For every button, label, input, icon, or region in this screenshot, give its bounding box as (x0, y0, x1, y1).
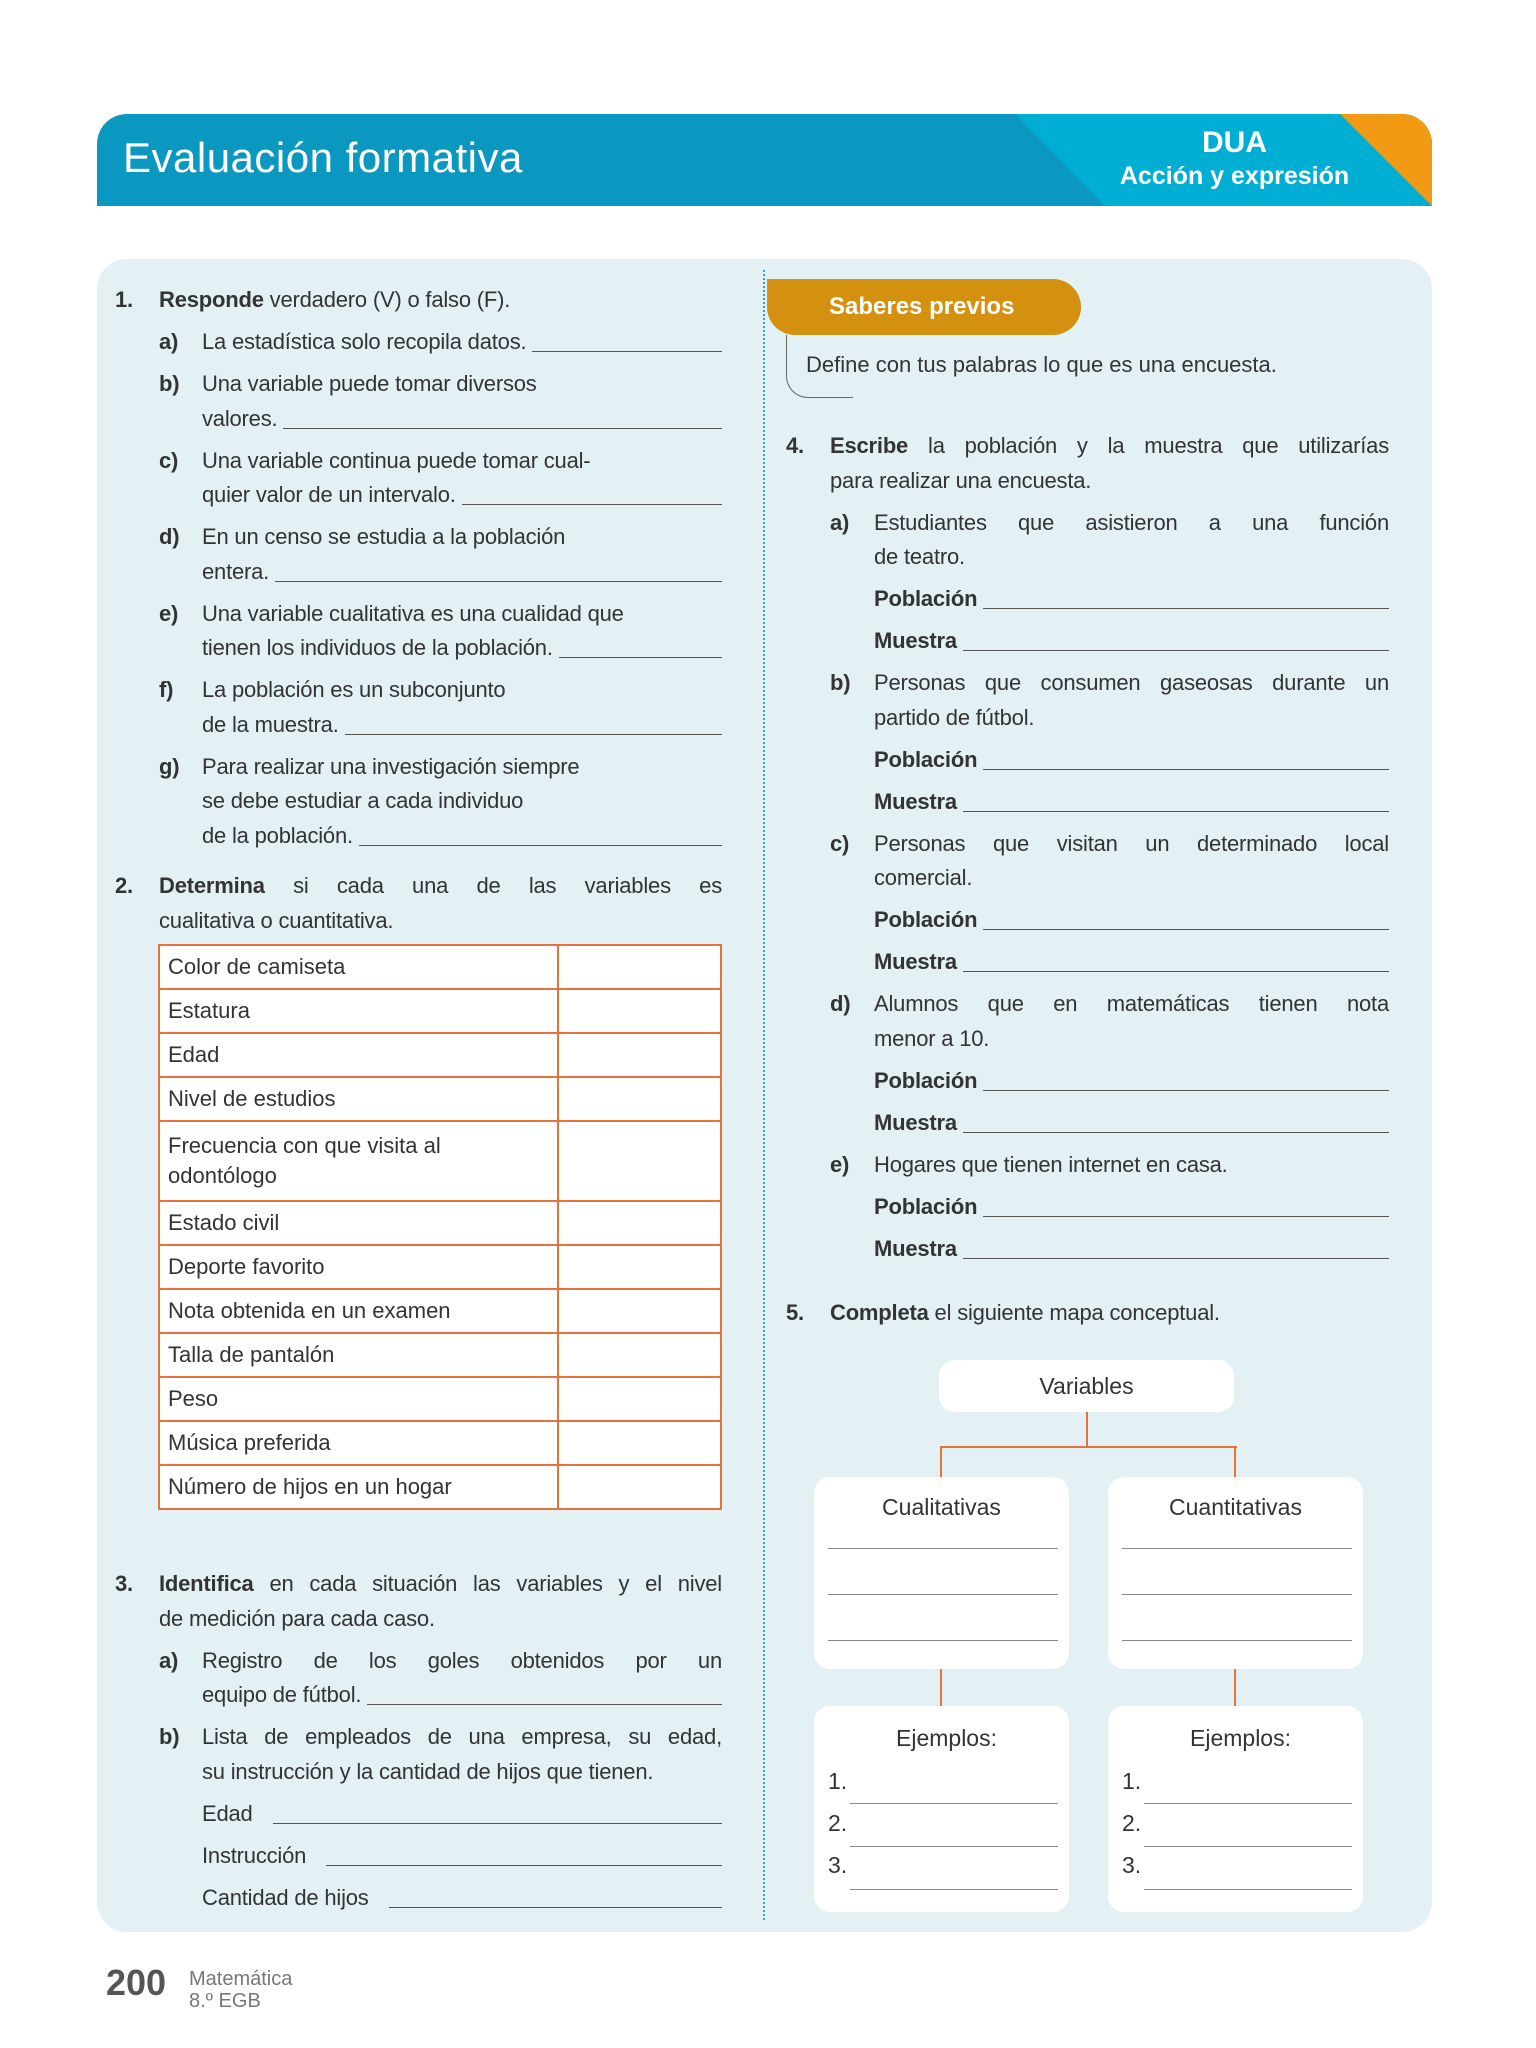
item-line (786, 1148, 1389, 1183)
grade-level: 8.º EGB (189, 1990, 261, 2012)
item-line (786, 827, 1389, 862)
question-text-part: para realizar una encuesta. (830, 467, 1092, 493)
table-row (159, 1077, 721, 1121)
branch-box: Cuantitativas (1108, 1477, 1363, 1669)
muestra-blank[interactable] (963, 785, 1389, 812)
item-text: Estudiantes que asistieron a una función (874, 509, 1389, 535)
variable-name: Peso (159, 1377, 558, 1421)
variable-name: Estatura (159, 989, 558, 1033)
question-4 (786, 429, 1389, 1266)
poblacion-blank[interactable] (983, 582, 1389, 609)
question-text (830, 464, 1091, 499)
classification-cell[interactable] (558, 989, 721, 1033)
question-1 (115, 283, 722, 853)
item-line (115, 750, 722, 785)
item-line (786, 861, 1389, 896)
variable-name: Frecuencia con que visita al odontólogo (159, 1121, 558, 1201)
question-verb: Completa (830, 1300, 929, 1325)
item-line (115, 478, 722, 513)
table-row (159, 1465, 721, 1509)
variables-table (158, 944, 722, 1510)
classification-cell[interactable] (558, 1033, 721, 1077)
item-text: Registro de los goles obtenidos por un (202, 1647, 722, 1673)
item-text: Una variable continua puede tomar cual- (202, 447, 591, 473)
item-letter: a) (830, 509, 850, 535)
subject-name: Matemática (189, 1968, 293, 1990)
classification-cell[interactable] (558, 945, 721, 989)
question-3 (115, 1567, 722, 1915)
item-letter: a) (159, 329, 179, 354)
item-text: menor a 10. (874, 1025, 990, 1051)
item-line (115, 367, 722, 402)
item-letter: e) (830, 1151, 850, 1177)
table-row (159, 989, 721, 1033)
example-number: 3. (828, 1852, 848, 1878)
question-number: 2. (115, 873, 133, 898)
examples-title: Ejemplos: (896, 1725, 997, 1751)
poblacion-blank[interactable] (983, 1190, 1389, 1217)
answer-row (115, 1797, 722, 1832)
example-answer-line[interactable] (850, 1889, 1058, 1890)
branch-answer-line[interactable] (1122, 1548, 1352, 1549)
page-header (97, 114, 1432, 206)
item-text: Una variable cualitativa es una cualidad que (202, 600, 624, 626)
answer-label: Población (874, 1193, 978, 1219)
item-text: de teatro. (874, 544, 965, 569)
heading-line (115, 1567, 722, 1602)
item-text: Para realizar una investigación siempre (202, 753, 580, 779)
item-line (115, 631, 722, 666)
classification-cell[interactable] (558, 1201, 721, 1245)
question-verb: Responde (159, 287, 264, 312)
question-verb: Identifica (159, 1571, 254, 1596)
answer-blank[interactable] (326, 1839, 722, 1866)
variable-name: Nota obtenida en un examen (159, 1289, 558, 1333)
answer-label: Muestra (874, 949, 957, 974)
item-text: Una variable puede tomar diversos (202, 371, 537, 396)
example-answer-line[interactable] (850, 1803, 1058, 1804)
answer-label: Población (874, 1067, 978, 1093)
item-letter: e) (159, 600, 179, 626)
item-line (115, 1678, 722, 1713)
heading-line (786, 429, 1389, 464)
connector (1234, 1669, 1236, 1706)
item-line (115, 597, 722, 632)
item-text: su instrucción y la cantidad de hijos que tienen. (202, 1758, 654, 1784)
question-2 (115, 869, 722, 938)
item-text: Personas que visitan un determinado local (874, 830, 1389, 856)
table-row (159, 1121, 721, 1201)
question-number: 4. (786, 433, 804, 458)
item-line (115, 708, 722, 743)
question-text (830, 429, 1389, 464)
variable-name: Edad (159, 1033, 558, 1077)
item-text: valores. (202, 405, 278, 431)
heading-line (115, 904, 722, 939)
item-line (786, 1022, 1389, 1057)
answer-blank[interactable] (462, 478, 722, 505)
classification-cell[interactable] (558, 1465, 721, 1509)
item-letter: g) (159, 753, 180, 779)
table-row (159, 1033, 721, 1077)
field-label: Edad (202, 1800, 253, 1826)
poblacion-blank[interactable] (983, 903, 1389, 930)
classification-cell[interactable] (558, 1377, 721, 1421)
connector (1086, 1412, 1088, 1447)
saberes-prompt: Define con tus palabras lo que es una encuesta. (806, 352, 1277, 377)
connector (940, 1446, 1237, 1448)
muestra-blank[interactable] (963, 945, 1389, 972)
answer-label: Muestra (874, 1235, 957, 1261)
question-number: 3. (115, 1571, 133, 1596)
item-line (115, 784, 722, 819)
answer-row (786, 945, 1389, 980)
table-row (159, 1333, 721, 1377)
answer-row (115, 1839, 722, 1874)
item-letter: b) (830, 670, 851, 695)
answer-row (786, 1064, 1389, 1099)
example-number: 2. (1122, 1810, 1142, 1836)
muestra-blank[interactable] (963, 1106, 1389, 1133)
item-text: equipo de fútbol. (202, 1682, 362, 1707)
item-line (786, 506, 1389, 541)
question-text-part: verdadero (V) o falso (F). (263, 287, 511, 312)
item-line (115, 673, 722, 708)
question-5 (786, 1296, 1389, 1331)
item-text: Personas que consumen gaseosas durante un (874, 670, 1389, 695)
question-text (159, 1602, 435, 1637)
map-root-box: Variables (939, 1360, 1234, 1412)
item-text: La población es un subconjunto (202, 677, 506, 702)
item-line (115, 819, 722, 854)
answer-row (115, 1881, 722, 1916)
dua-subtitle: Acción y expresión (1119, 162, 1350, 190)
answer-label: Muestra (874, 628, 957, 653)
classification-cell[interactable] (558, 1421, 721, 1465)
answer-row (786, 785, 1389, 820)
field-label: Cantidad de hijos (202, 1884, 369, 1910)
muestra-blank[interactable] (963, 1232, 1389, 1259)
item-line (115, 402, 722, 437)
heading-line (786, 464, 1389, 499)
answer-blank[interactable] (359, 819, 722, 846)
classification-cell[interactable] (558, 1333, 721, 1377)
poblacion-blank[interactable] (983, 743, 1389, 770)
examples-title: Ejemplos: (1190, 1725, 1291, 1751)
item-line (115, 1644, 722, 1679)
question-text (159, 283, 510, 318)
connector (940, 1669, 942, 1706)
example-answer-line[interactable] (850, 1846, 1058, 1847)
variable-name: Deporte favorito (159, 1245, 558, 1289)
field-label: Instrucción (202, 1842, 307, 1868)
question-verb: Determina (159, 873, 265, 898)
example-answer-line[interactable] (1144, 1803, 1352, 1804)
answer-label: Población (874, 586, 978, 611)
answer-label: Población (874, 907, 978, 932)
question-text-part: de medición para cada caso. (159, 1605, 435, 1631)
column-divider (763, 270, 765, 1920)
item-text: tienen los individuos de la población. (202, 635, 553, 660)
variable-name: Nivel de estudios (159, 1077, 558, 1121)
answer-row (786, 582, 1389, 617)
table-row (159, 1245, 721, 1289)
variable-name: Talla de pantalón (159, 1333, 558, 1377)
item-line (115, 1720, 722, 1755)
footer-subject (189, 1968, 292, 2012)
connector (1234, 1446, 1236, 1477)
item-letter: a) (159, 1647, 179, 1673)
item-line (115, 1755, 722, 1790)
question-text: el siguiente mapa conceptual. (928, 1300, 1220, 1325)
item-line (786, 701, 1389, 736)
example-number: 1. (828, 1768, 848, 1794)
table-row (159, 1421, 721, 1465)
answer-blank[interactable] (273, 1797, 722, 1824)
item-letter: c) (159, 447, 179, 473)
item-text: entera. (202, 558, 270, 584)
answer-blank[interactable] (367, 1678, 722, 1705)
item-text: quier valor de un intervalo. (202, 482, 456, 507)
branch-answer-line[interactable] (1122, 1640, 1352, 1641)
item-line (115, 520, 722, 555)
answer-blank[interactable] (389, 1881, 722, 1908)
question-text-part: si cada una de las variables es (264, 873, 722, 898)
branch-answer-line[interactable] (828, 1594, 1058, 1595)
question-text (159, 869, 722, 904)
variable-name: Estado civil (159, 1201, 558, 1245)
item-text: La estadística solo recopila datos. (202, 329, 527, 354)
classification-cell[interactable] (558, 1077, 721, 1121)
table-row (159, 1289, 721, 1333)
example-number: 2. (828, 1810, 848, 1836)
page-number: 200 (106, 1962, 167, 2003)
item-line (115, 444, 722, 479)
question-verb: Escribe (830, 433, 909, 458)
answer-row (786, 624, 1389, 659)
question-number: 1. (115, 287, 133, 312)
answer-row (786, 743, 1389, 778)
muestra-blank[interactable] (963, 624, 1389, 651)
item-text: se debe estudiar a cada individuo (202, 788, 524, 813)
item-line (786, 666, 1389, 701)
item-line (115, 325, 722, 360)
answer-label: Muestra (874, 1109, 957, 1135)
classification-cell[interactable] (558, 1245, 721, 1289)
answer-blank[interactable] (345, 708, 722, 735)
item-text: partido de fútbol. (874, 704, 1035, 730)
answer-row (786, 1190, 1389, 1225)
heading-line (115, 283, 722, 318)
branch-answer-line[interactable] (1122, 1594, 1352, 1595)
item-letter: d) (830, 991, 851, 1016)
item-text: Alumnos que en matemáticas tienen nota (874, 991, 1389, 1016)
table-row (159, 1377, 721, 1421)
example-answer-line[interactable] (1144, 1889, 1352, 1890)
question-text (159, 1567, 722, 1602)
variable-name: Número de hijos en un hogar (159, 1465, 558, 1509)
variable-name: Color de camiseta (159, 945, 558, 989)
answer-blank[interactable] (275, 555, 722, 582)
example-number: 1. (1122, 1768, 1142, 1794)
item-text: de la población. (202, 822, 353, 848)
question-text (159, 904, 393, 939)
answer-blank[interactable] (532, 325, 722, 352)
item-letter: b) (159, 371, 180, 396)
dua-title: DUA (1202, 126, 1267, 159)
table-row (159, 945, 721, 989)
branch-answer-line[interactable] (828, 1640, 1058, 1641)
item-letter: f) (159, 677, 174, 702)
item-text: comercial. (874, 865, 973, 890)
question-text-part: cualitativa o cuantitativa. (159, 907, 394, 933)
page-title: Evaluación formativa (123, 134, 523, 181)
answer-label: Población (874, 746, 978, 772)
item-line (786, 540, 1389, 575)
heading-line (115, 869, 722, 904)
question-text-part: en cada situación las variables y el nivel (253, 1571, 722, 1596)
item-letter: c) (830, 830, 850, 856)
dua-badge (1107, 126, 1362, 192)
question-text-part: la población y la muestra que utilizarías (908, 433, 1389, 458)
variable-name: Música preferida (159, 1421, 558, 1465)
example-answer-line[interactable] (1144, 1846, 1352, 1847)
answer-blank[interactable] (283, 402, 722, 429)
item-letter: b) (159, 1724, 180, 1749)
connector (940, 1446, 942, 1477)
poblacion-blank[interactable] (983, 1064, 1389, 1091)
saberes-previos-label: Saberes previos (767, 279, 1081, 335)
item-text: En un censo se estudia a la población (202, 524, 566, 549)
example-number: 3. (1122, 1852, 1142, 1878)
answer-row (786, 1232, 1389, 1267)
answer-label: Muestra (874, 788, 957, 814)
item-letter: d) (159, 524, 180, 549)
classification-cell[interactable] (558, 1121, 721, 1201)
item-text: Hogares que tienen internet en casa. (874, 1151, 1228, 1177)
item-line (786, 987, 1389, 1022)
answer-row (786, 903, 1389, 938)
answer-row (786, 1106, 1389, 1141)
item-line (115, 555, 722, 590)
question-number: 5. (786, 1300, 804, 1325)
answer-blank[interactable] (559, 631, 722, 658)
item-text: Lista de empleados de una empresa, su edad, (202, 1724, 722, 1749)
branch-answer-line[interactable] (828, 1548, 1058, 1549)
classification-cell[interactable] (558, 1289, 721, 1333)
branch-box: Cualitativas (814, 1477, 1069, 1669)
heading-line (115, 1602, 722, 1637)
table-row (159, 1201, 721, 1245)
item-text: de la muestra. (202, 711, 339, 737)
